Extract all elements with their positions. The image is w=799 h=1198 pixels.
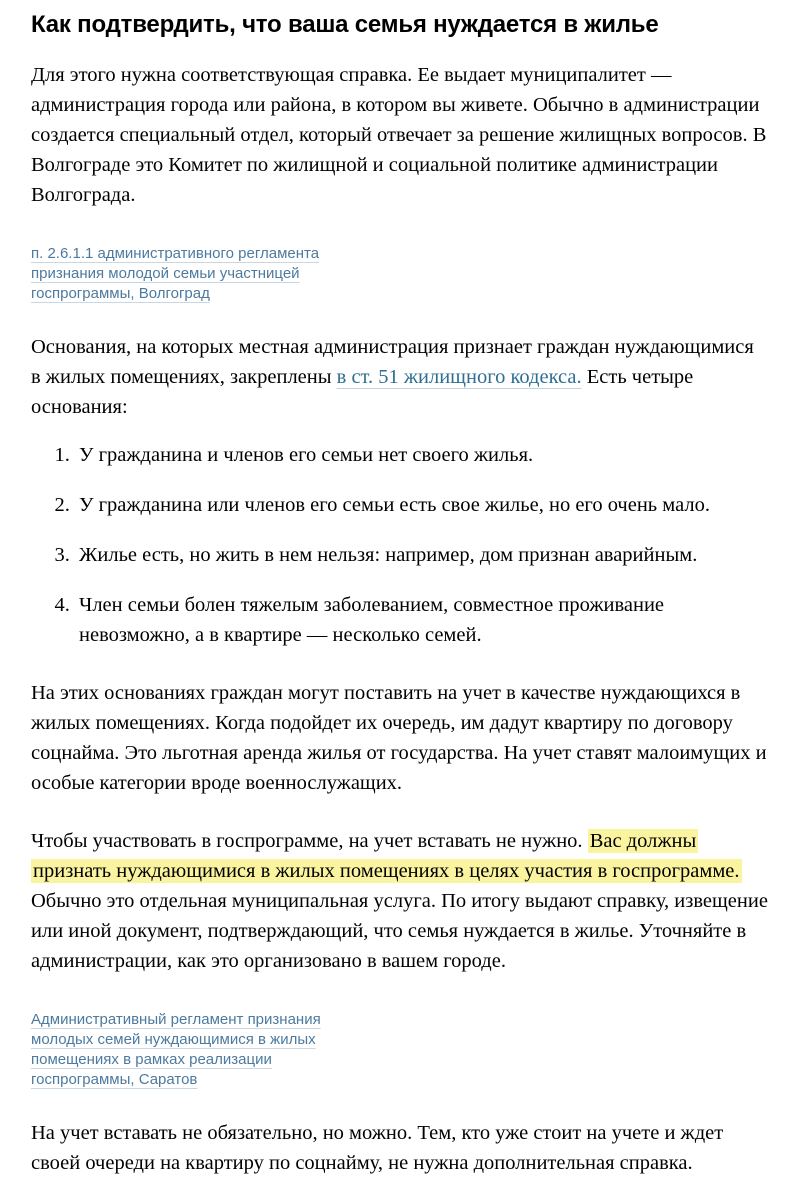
list-item-sick-family-member: 4. Член семьи болен тяжелым заболеванием, совместное проживание невозможно, а в квартире — несколько семей. — [75, 590, 768, 650]
paragraph-certificate-intro: Для этого нужна соответствующая справка. Ее выдает муниципалитет — администрация города или района, в котором вы живете. Обычно в администрации создается специальный отдел, который отвечает за решение жилищных вопросов. В Волгограде это Комитет по жилищной и социальной политике администрации Волгограда. — [31, 64, 767, 206]
paragraph-optional-registration: На учет вставать не обязательно, но можно. Тем, кто уже стоит на учете и ждет своей очереди на квартиру по соцнайму, не нужна дополнительная справка. — [31, 1122, 724, 1174]
paragraph-program-text-after: Обычно это отдельная муниципальная услуга. По итогу выдают справку, извещение или иной документ, подтверждающий, что семья нуждается в жилье. Уточняйте в администрации, как это организовано в вашем городе. — [31, 890, 768, 972]
paragraph-grounds-text-before: Основания, на которых местная администрация признает граждан нуждающимися в жилых помещениях, закреплены — [31, 336, 754, 388]
highlighted-statement: Вас должны признать нуждающимися в жилых помещениях в целях участия в госпрограмме. — [33, 830, 740, 882]
regulation-link-note-volgograd — [31, 244, 331, 304]
regulation-link-note-saratov — [31, 1010, 331, 1090]
list-item-uninhabitable-housing: 3. Жилье есть, но жить в нем нельзя: например, дом признан аварийным. — [75, 540, 768, 570]
list-item-too-little-housing: 2. У гражданина или членов его семьи есть свое жилье, но его очень мало. — [75, 490, 768, 520]
paragraph-registration: На этих основаниях граждан могут поставить на учет в качестве нуждающихся в жилых помещениях. Когда подойдет их очередь, им дадут квартиру по договору соцнайма. Это льготная аренда жилья от государства. На учет ставят малоимущих и особые категории вроде военнослужащих. — [31, 682, 767, 794]
regulation-link-saratov[interactable]: Административный регламент признания молодых семей нуждающимися в жилых помещениях в рамках реализации госпрограммы, Саратов — [31, 1011, 321, 1088]
paragraph-grounds-text-after: Есть четыре основания: — [31, 366, 694, 418]
list-item-no-housing: 1. У гражданина и членов его семьи нет своего жилья. — [75, 440, 768, 470]
grounds-ordered-list — [31, 440, 768, 650]
article-heading: Как подтвердить, что ваша семья нуждается в жилье — [31, 11, 659, 38]
housing-code-article-51-link[interactable]: в ст. 51 жилищного кодекса. — [336, 366, 582, 388]
paragraph-program-participation — [31, 826, 768, 976]
paragraph-grounds — [31, 332, 768, 422]
paragraph-program-text-before: Чтобы участвовать в госпрограмме, на учет вставать не нужно. — [31, 830, 588, 852]
regulation-link-volgograd[interactable]: п. 2.6.1.1 административного регламента признания молодой семьи участницей госпрограммы, Волгоград — [31, 245, 320, 302]
